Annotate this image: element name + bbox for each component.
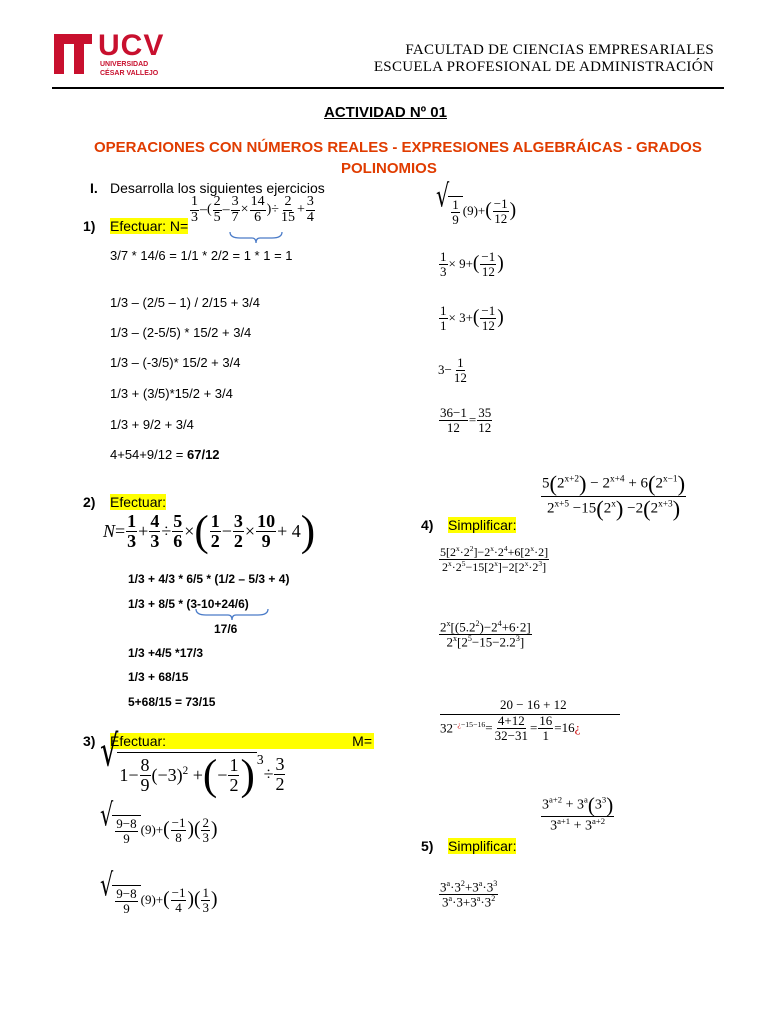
ex2-step: 5+68/15 = 73/15 [128, 695, 216, 709]
subtitle-line1: OPERACIONES CON NÚMEROS REALES - EXPRESIONES ALGEBRÁICAS - GRADOS [94, 139, 702, 156]
page-title: ACTIVIDAD Nº 01 [324, 104, 447, 121]
rc-expr4: 3− $\frac{1}{12}$ [438, 355, 467, 385]
ex1-number: 1) [83, 218, 96, 234]
ex3-label-m: M= [352, 733, 372, 749]
ucv-logo [52, 30, 94, 78]
ex1-step: 3/7 * 14/6 = 1/1 * 2/2 = 1 * 1 = 1 [110, 248, 293, 263]
ex5-label: Simplificar: [448, 838, 517, 854]
logo-sub1: UNIVERSIDAD [100, 61, 149, 68]
ex2-step: 1/3 +4/5 *17/3 [128, 646, 204, 660]
rc-expr3: $\frac{1}{1}$ × 3+ ( $\frac{-1}{12}$ ) [440, 303, 504, 333]
ex1-step: 1/3 – (2-5/5) * 15/2 + 3/4 [110, 325, 252, 340]
ex1-label: Efectuar: N= [110, 218, 189, 234]
ex3-step2: √ $\frac{9-8}{9}$ (9)+ ( $\frac{-1}{4}$ ) ( $\frac{1}{3}$ ) [100, 866, 218, 916]
ex3-number: 3) [83, 733, 96, 749]
ex1-final-value: 67/12 [187, 447, 220, 462]
ex2-number: 2) [83, 494, 96, 510]
ex2-step: 17/6 [214, 622, 238, 636]
ex1-step: 1/3 – (-3/5)* 15/2 + 3/4 [110, 355, 241, 370]
ex1-final [110, 447, 220, 462]
ex2-step: 1/3 + 8/5 * (3-10+24/6) [128, 597, 249, 611]
header-rule [52, 87, 724, 89]
ex3-label-text: Efectuar: [110, 733, 167, 749]
rc-expr1: √ $\frac{1}{9}$ (9)+ ( $\frac{-1}{12}$ ) [436, 177, 517, 227]
header-line1: FACULTAD DE CIENCIAS EMPRESARIALES [405, 42, 714, 58]
subtitle-line2: POLINOMIOS [341, 160, 437, 177]
ex2-brace [194, 607, 270, 621]
ex2-step: 1/3 + 4/3 * 6/5 * (1/2 – 5/3 + 4) [128, 572, 290, 586]
rc-expr5: $\frac{36-1}{12}$ = $\frac{35}{12}$ [440, 405, 492, 435]
ex1-brace [228, 230, 284, 244]
ex4-expression: $\frac{5(2^{x+2}) - 2^{x+4} + 6(2^{x-1})}{2^{x+5} -15(2^x) -2(2^{x+3})}$ [542, 471, 686, 521]
section-number: I. [90, 180, 98, 196]
ex3-expression: √ 1− $\frac{8}{9}$ $(-3)^2$ + ( − $\frac{1}{2}$ ) $^3$ ÷ $\frac{3}{2}$ [100, 724, 285, 799]
ex2-expression: N = $\frac{1}{3}$ + $\frac{4}{3}$ ÷ $\frac{5}{6}$ × ( $\frac{1}{2}$ − $\frac{3}{2}$ × $\frac{10}{9}$ + 4 ) [103, 508, 316, 555]
ex2-step: 1/3 + 68/15 [128, 670, 189, 684]
ex3-label [110, 733, 374, 749]
ex2-label: Efectuar: [110, 494, 167, 510]
ex4-number: 4) [421, 517, 434, 533]
ex3-step1: √ $\frac{9-8}{9}$ (9)+ ( $\frac{-1}{8}$ ) ( $\frac{2}{3}$ ) [100, 796, 218, 846]
header-line2: ESCUELA PROFESIONAL DE ADMINISTRACIÓN [373, 59, 714, 75]
ex4-step3: $32^{-¿-15-16}$ = $\frac{4+12}{32-31}$ = $\frac{16}{1}$ =16 ¿ [440, 713, 581, 743]
ex5-step1: $\frac{3^a\cdot 3^2+3^a\cdot 3^3}{3^a\cdot 3+3^a\cdot 3^2}$ [440, 879, 498, 910]
ex4-step2: $\frac{2^x[(5.2^2)-2^4+6\cdot 2]}{2^x[2^5-15-2.2^3]}$ [440, 619, 531, 650]
ex1-step: 1/3 – (2/5 – 1) / 2/15 + 3/4 [110, 295, 260, 310]
section-text: Desarrolla los siguientes ejercicios [110, 180, 325, 196]
ex4-label: Simplificar: [448, 517, 517, 533]
rc-expr2: $\frac{1}{3}$ × 9+ ( $\frac{-1}{12}$ ) [440, 249, 504, 279]
ex1-step: 1/3 + (3/5)*15/2 + 3/4 [110, 386, 233, 401]
ex1-expression: $\frac{1}{3}$ – ( $\frac{2}{5}$ – $\frac{3}{7}$ × $\frac{14}{6}$ ) ÷ $\frac{2}{15}$ + $\frac{3}{4}$ [191, 194, 314, 225]
ex1-final-prefix: 4+54+9/12 = [110, 447, 187, 462]
logo-text: UCV [98, 29, 165, 62]
ex5-expression: $\frac{3^{a+2} + 3^a(3^3)}{3^{a+1} + 3^{a+2}}$ [542, 793, 614, 834]
logo-sub2: CÉSAR VALLEJO [100, 70, 159, 77]
ex5-number: 5) [421, 838, 434, 854]
ex4-step1: $\frac{5[2^x\cdot 2^2]-2^x\cdot 2^4+6[2^x\cdot 2]}{2^x\cdot 2^5-15[2^x]-2[2^x\cdot 2^3]}$ [440, 544, 549, 574]
ex4-step3-num: 20 − 16 + 12 [500, 697, 567, 712]
ex1-step: 1/3 + 9/2 + 3/4 [110, 417, 194, 432]
